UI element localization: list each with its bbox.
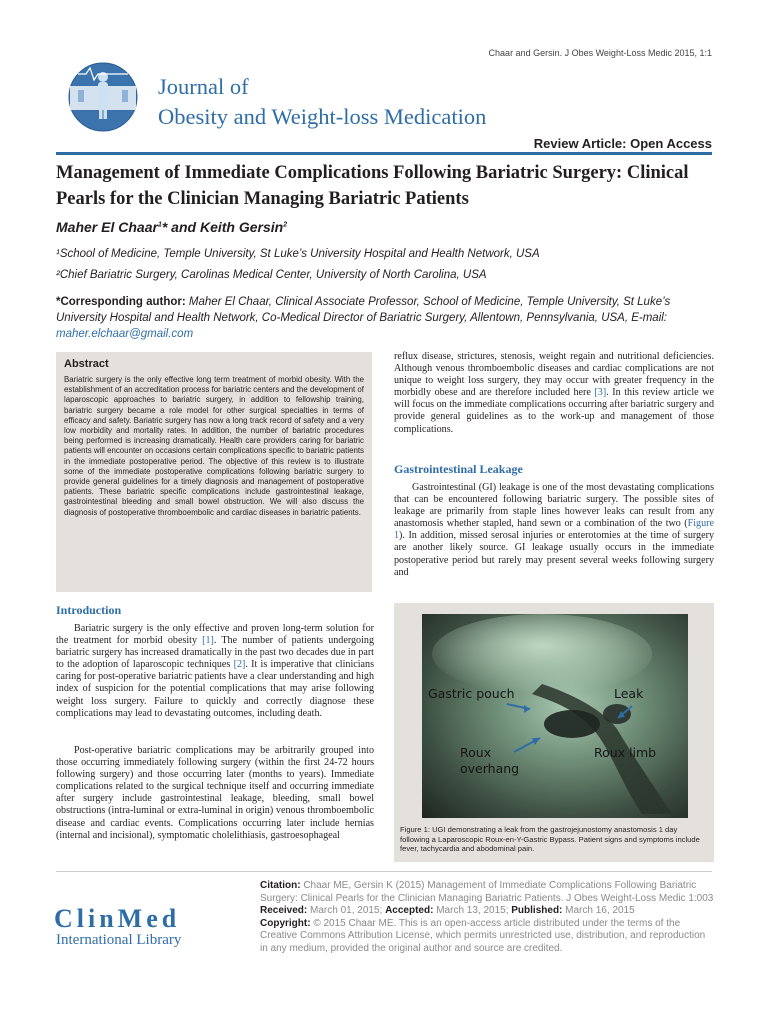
citation-text: Chaar ME, Gersin K (2015) Management of Immediate Complications Following Bariatric Surgery: Clinical Pearls for the Clinician Managing Bariatric Patients. J Obes Weight-Loss Medic 1:003 — [260, 880, 714, 904]
label-gastric-pouch: Gastric pouch — [428, 686, 515, 701]
introduction-heading: Introduction — [56, 603, 122, 617]
figure-1-xray-image — [422, 614, 688, 818]
intro-paragraph-1 — [56, 623, 374, 720]
abstract-text: Bariatric surgery is the only effective long term treatment of morbid obesity. With the establishment of an accreditation process for bariatric centers and the development of laparoscopic approaches to bariatric surgery, in addition to fellowship training, bariatric surgery became a role model for other surgical specialties in terms of efficacy and safety. Bariatric surgery has now a long track record of safety and a very low morbidity and mortality rates. In addition, the number of bariatric procedures being performed is increasing dramatically. Health care providers caring for bariatric patients will encounter on occasions certain complications specific to bariatric patients in the immediate postoperative period. The objective of this review is to illustrate some of the immediate postoperative complications following bariatric surgery to provide general guidelines for a timely diagnosis and management of postoperative patients. These bariatric specific complications include gastrointestinal leakage, gastrointestinal bleeding and small bowel obstruction. We will also discuss the diagnosis of postoperative thromboembolic and cardiac diseases in bariatric patients. — [64, 375, 364, 517]
label-leak: Leak — [614, 686, 644, 701]
copyright-label: Copyright: — [260, 917, 311, 929]
journal-title-line1: Journal of — [158, 74, 249, 99]
intro-p1-text-b: . The number of patients undergoing bariatric surgery has increased dramatically in the past two decades due in part to the adoption of laparoscopic techniques — [56, 635, 374, 671]
received-date: March 01, 2015; — [307, 905, 386, 916]
author-1: Maher El Chaar — [56, 219, 158, 235]
affiliation-2: ²Chief Bariatric Surgery, Carolinas Medical Center, University of North Carolina, USA — [56, 269, 487, 281]
right-paragraph-1 — [394, 351, 714, 436]
footer-citation — [260, 880, 715, 905]
footer-dates — [260, 905, 715, 918]
journal-title — [158, 72, 486, 132]
footer-info — [260, 880, 715, 955]
journal-title-line2: Obesity and Weight-loss Medication — [158, 104, 487, 129]
gi-leakage-heading: Gastrointestinal Leakage — [394, 462, 523, 476]
intro-p1-text-a: Bariatric surgery is the only effective and proven long-term solution for the treatment for morbid obesity — [56, 623, 374, 647]
author-2-sup: 2 — [283, 221, 288, 229]
affiliation-1: ¹School of Medicine, Temple University, St Luke’s University Hospital and Health Network, USA — [56, 248, 540, 260]
gi-text-b: ). In addition, missed serosal injuries or enterotomies at the time of surgery are another likely source. GI leakage usually occurs in the immediate postoperative period but rarely may present several weeks following surgery and — [394, 530, 714, 578]
article-type-label: Review Article: Open Access — [533, 136, 712, 151]
clinmed-subtitle: International Library — [56, 932, 182, 948]
ref-link-2[interactable]: [2] — [233, 659, 246, 671]
copyright-text: © 2015 Chaar ME. This is an open-access article distributed under the terms of the Creative Commons Attribution License, which permits unrestricted use, distribution, and reproduction in any medium, provided the original author and source are credited. — [260, 917, 706, 954]
figure-1-link[interactable]: Figure 1 — [394, 518, 714, 542]
accepted-date: March 13, 2015; — [433, 905, 512, 916]
intro-paragraph-2: Post-operative bariatric complications may be arbitrarily grouped into those occurring immediately following surgery (within the first 24-72 hours following surgery) and those occurring later (months to years). Immediate complications related to the surgical technique itself and occurring immediate after surgery include gastrointestinal leakage, bleeding, small bowel obstructions (intra-luminal or extra-luminal in origin) venous thromboembolic disease and cardiac events. Complications occurring later include hernias (internal and incisional), symptomatic cholelithiasis, gastroesophageal — [56, 745, 374, 841]
published-label: Published: — [511, 905, 563, 916]
gi-text-a: Gastrointestinal (GI) leakage is one of the most devastating complications that can be encountered following bariatric surgery. The possible sites of leakage are primarily from staple lines however leaks can result from any anastomosis whether stapled, hand sewn or a combination of the two ( — [394, 482, 714, 530]
corr-label: *Corresponding author: — [56, 296, 186, 308]
figure-1-box — [394, 603, 714, 862]
label-roux-limb: Roux limb — [594, 745, 657, 760]
abstract-heading: Abstract — [64, 358, 109, 370]
published-date: March 16, 2015 — [562, 905, 635, 916]
journal-logo-icon — [68, 62, 138, 132]
figure-1-caption: Figure 1: UGI demonstrating a leak from the gastrojejunostomy anastomosis 1 day following a Laparoscopic Roux-en-Y-Gastric Bypass. Patient signs and symptoms include fever, tachycardia and abodominal pain. — [400, 825, 700, 854]
article-title: Management of Immediate Complications Following Bariatric Surgery: Clinical Pearls for the Clinician Managing Bariatric Patients — [56, 163, 689, 209]
header-divider — [56, 152, 712, 155]
clinmed-logo: ClinMed — [54, 904, 181, 933]
abstract-box — [56, 352, 372, 592]
header-citation: Chaar and Gersin. J Obes Weight-Loss Medic 2015, 1:1 — [488, 48, 712, 58]
ref-link-3[interactable]: [3] — [594, 387, 607, 399]
right-p1-text-b: . In this review article we will focus on the immediate complications occurring after bariatric surgery and provide general guidelines as to the work-up and management of those complications. — [394, 387, 714, 435]
author-mid: * and Keith Gersin — [161, 219, 284, 235]
corr-email-link[interactable]: maher.elchaar@gmail.com — [56, 328, 194, 340]
ref-link-1[interactable]: [1] — [202, 635, 214, 647]
corr-text: Maher El Chaar, Clinical Associate Professor, School of Medicine, Temple University, St Luke’s University Hospital and Health Network, Co-Medical Director of Bariatric Surgery, Allentown, Pennsylvania, USA, E-mail: — [56, 296, 671, 324]
received-label: Received: — [260, 905, 308, 916]
right-p1-text-a: reflux disease, strictures, stenosis, weight regain and nutritional deficiencies. Although venous thromboembolic diseases and cardiac complications are not unique to weight loss surgery, they may occur with greater frequency in the morbidly obese and are therefore included here — [394, 351, 714, 399]
footer-copyright — [260, 918, 715, 956]
accepted-label: Accepted: — [385, 905, 434, 916]
author-1-sup: 1 — [157, 221, 162, 229]
label-roux-overhang: Roux overhang — [460, 745, 520, 776]
authors — [56, 219, 287, 235]
intro-p1-text-c: . It is imperative that clinicians caring for post-operative bariatric patients have a clear understanding and high index of suspicion for the potential complications that may arise following weight loss surgery. Failure to quickly and correctly diagnose these complications may lead to devastating outcomes, including death. — [56, 659, 374, 719]
citation-label: Citation: — [260, 880, 301, 891]
footer-divider — [56, 871, 712, 872]
corresponding-author — [56, 294, 714, 342]
gi-leakage-paragraph — [394, 482, 714, 579]
